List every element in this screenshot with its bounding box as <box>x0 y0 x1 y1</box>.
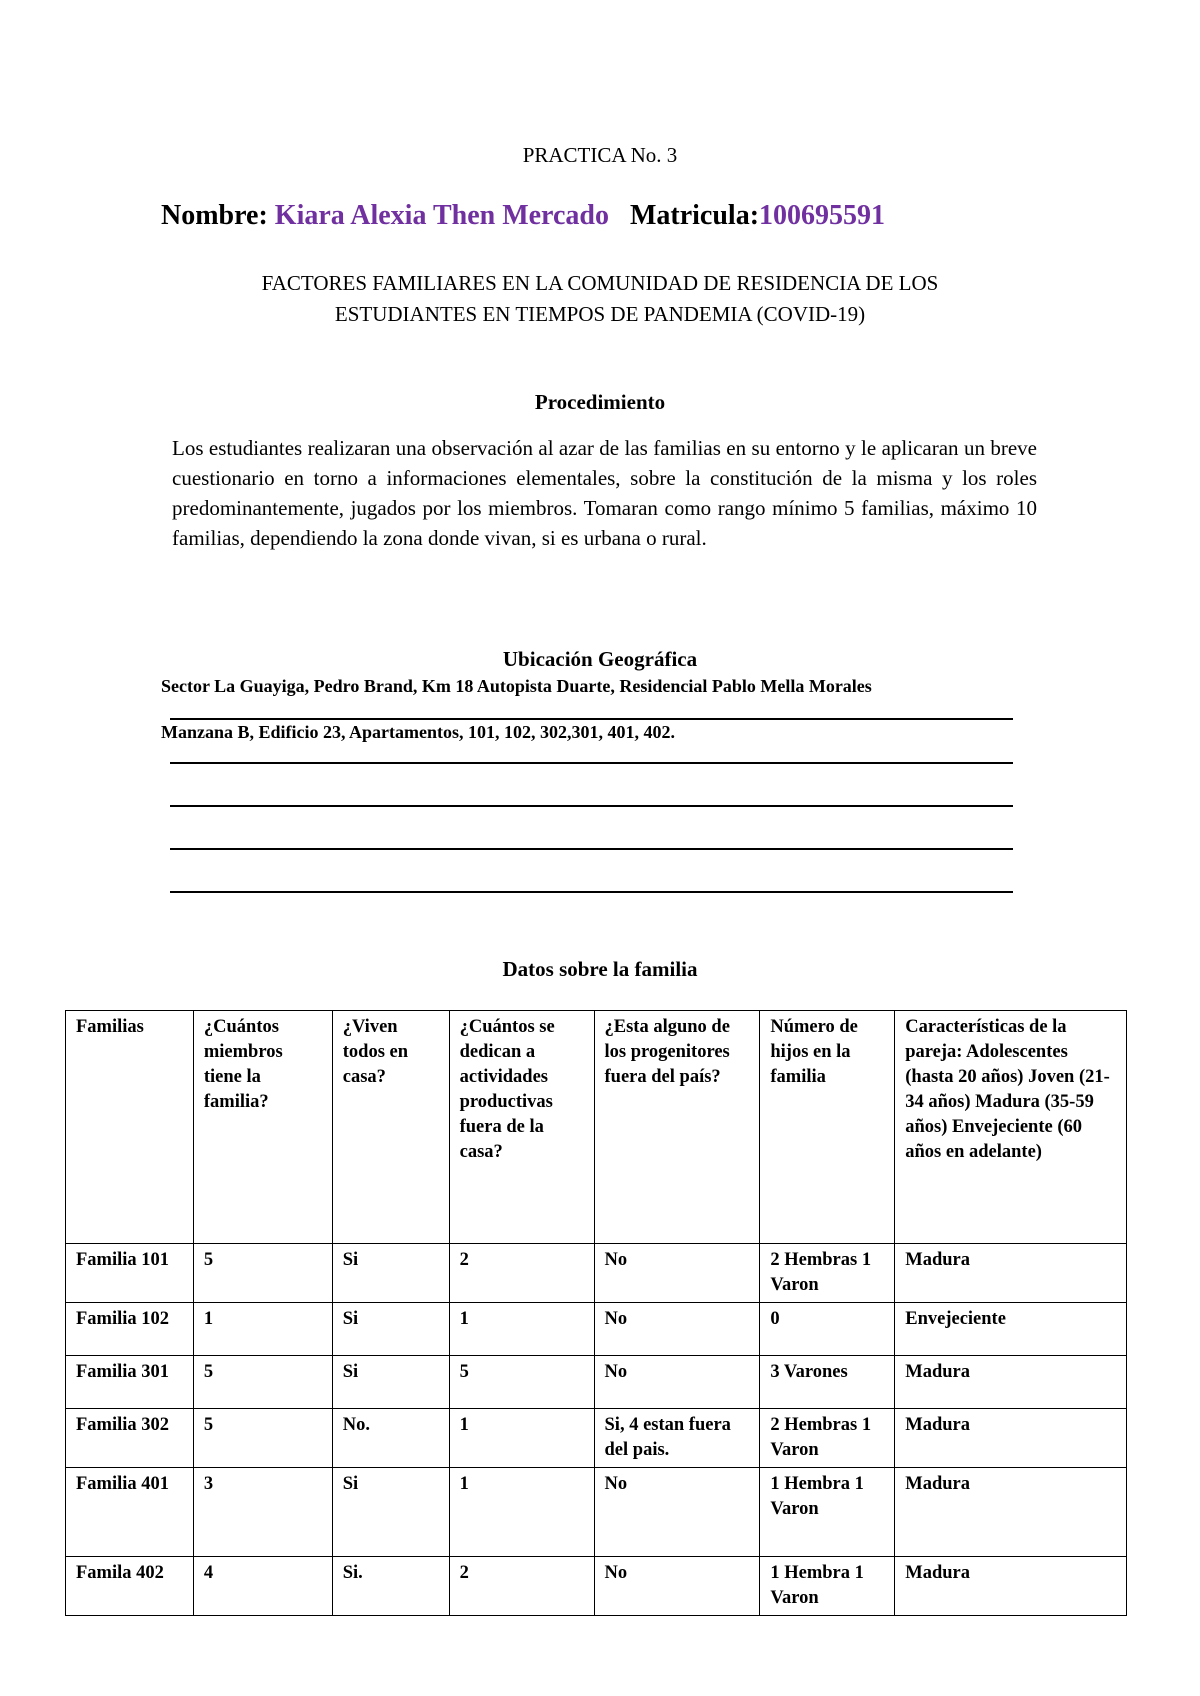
cell-progenitores: No <box>594 1557 760 1616</box>
matricula-number: 100695591 <box>759 200 886 231</box>
table-row <box>66 1356 1127 1409</box>
cell-caracteristicas: Madura <box>895 1409 1127 1468</box>
student-line <box>161 200 885 232</box>
col-viven: ¿Viven todos en casa? <box>332 1011 449 1244</box>
ubicacion-heading: Ubicación Geográfica <box>502 647 698 671</box>
col-caracteristicas: Características de la pareja: Adolescentes (hasta 20 años) Joven (21-34 años) Madura (35-59 años) Envejeciente (60 años en adelante) <box>895 1011 1127 1244</box>
cell-miembros: 1 <box>193 1303 332 1356</box>
cell-progenitores: No <box>594 1303 760 1356</box>
cell-actividades: 1 <box>449 1409 594 1468</box>
cell-actividades: 1 <box>449 1303 594 1356</box>
cell-viven: No. <box>332 1409 449 1468</box>
col-actividades: ¿Cuántos se dedican a actividades productivas fuera de la casa? <box>449 1011 594 1244</box>
cell-familia: Familia 101 <box>66 1244 194 1303</box>
cell-caracteristicas: Envejeciente <box>895 1303 1127 1356</box>
cell-familia: Familia 301 <box>66 1356 194 1409</box>
cell-caracteristicas: Madura <box>895 1244 1127 1303</box>
address-rule-4 <box>170 848 1013 850</box>
document-title <box>150 268 1050 330</box>
cell-progenitores: No <box>594 1356 760 1409</box>
table-row <box>66 1468 1127 1557</box>
col-progenitores: ¿Esta alguno de los progenitores fuera del país? <box>594 1011 760 1244</box>
nombre-label: Nombre: <box>161 200 268 231</box>
cell-actividades: 2 <box>449 1557 594 1616</box>
datos-heading: Datos sobre la familia <box>502 957 698 981</box>
matricula-label: Matricula: <box>629 200 760 231</box>
address-line-1: Sector La Guayiga, Pedro Brand, Km 18 Autopista Duarte, Residencial Pablo Mella Morales <box>161 676 872 696</box>
procedimiento-heading: Procedimiento <box>534 390 666 414</box>
cell-hijos: 2 Hembras 1 Varon <box>760 1409 895 1468</box>
cell-hijos: 3 Varones <box>760 1356 895 1409</box>
table-row <box>66 1303 1127 1356</box>
address-rule-5 <box>170 891 1013 893</box>
cell-actividades: 5 <box>449 1356 594 1409</box>
title-line-1: FACTORES FAMILIARES EN LA COMUNIDAD DE RESIDENCIA DE LOS <box>261 271 939 295</box>
cell-viven: Si <box>332 1244 449 1303</box>
cell-viven: Si. <box>332 1557 449 1616</box>
cell-familia: Familia 302 <box>66 1409 194 1468</box>
table-header-row <box>66 1011 1127 1244</box>
cell-miembros: 5 <box>193 1409 332 1468</box>
cell-progenitores: No <box>594 1244 760 1303</box>
student-name: Kiara Alexia Then Mercado <box>274 200 609 231</box>
cell-familia: Famila 402 <box>66 1557 194 1616</box>
col-miembros: ¿Cuántos miembros tiene la familia? <box>193 1011 332 1244</box>
cell-hijos: 2 Hembras 1 Varon <box>760 1244 895 1303</box>
col-familias: Familias <box>66 1011 194 1244</box>
cell-caracteristicas: Madura <box>895 1557 1127 1616</box>
practice-number: PRACTICA No. 3 <box>522 143 678 167</box>
cell-familia: Familia 102 <box>66 1303 194 1356</box>
cell-miembros: 5 <box>193 1356 332 1409</box>
cell-actividades: 1 <box>449 1468 594 1557</box>
procedimiento-text: Los estudiantes realizaran una observación al azar de las familias en su entorno y le aplicaran un breve cuestionario en torno a informaciones elementales, sobre la constitución de la misma y los roles predominantemente, jugados por los miembros. Tomaran como rango mínimo 5 familias, máximo 10 familias, dependiendo la zona donde vivan, si es urbana o rural. <box>172 436 1037 550</box>
cell-actividades: 2 <box>449 1244 594 1303</box>
address-rule-3 <box>170 805 1013 807</box>
address-line-2: Manzana B, Edificio 23, Apartamentos, 101, 102, 302,301, 401, 402. <box>161 722 676 742</box>
cell-miembros: 3 <box>193 1468 332 1557</box>
cell-progenitores: Si, 4 estan fuera del pais. <box>594 1409 760 1468</box>
cell-caracteristicas: Madura <box>895 1468 1127 1557</box>
address-rule-1 <box>170 718 1013 720</box>
cell-viven: Si <box>332 1303 449 1356</box>
family-data-table <box>65 1010 1127 1616</box>
address-rule-2 <box>170 762 1013 764</box>
table-row <box>66 1244 1127 1303</box>
cell-miembros: 4 <box>193 1557 332 1616</box>
cell-hijos: 1 Hembra 1 Varon <box>760 1468 895 1557</box>
cell-progenitores: No <box>594 1468 760 1557</box>
cell-viven: Si <box>332 1468 449 1557</box>
table-row <box>66 1409 1127 1468</box>
cell-familia: Familia 401 <box>66 1468 194 1557</box>
cell-caracteristicas: Madura <box>895 1356 1127 1409</box>
cell-miembros: 5 <box>193 1244 332 1303</box>
cell-hijos: 1 Hembra 1 Varon <box>760 1557 895 1616</box>
title-line-2: ESTUDIANTES EN TIEMPOS DE PANDEMIA (COVID-19) <box>334 302 866 326</box>
table-row <box>66 1557 1127 1616</box>
col-hijos: Número de hijos en la familia <box>760 1011 895 1244</box>
cell-viven: Si <box>332 1356 449 1409</box>
cell-hijos: 0 <box>760 1303 895 1356</box>
